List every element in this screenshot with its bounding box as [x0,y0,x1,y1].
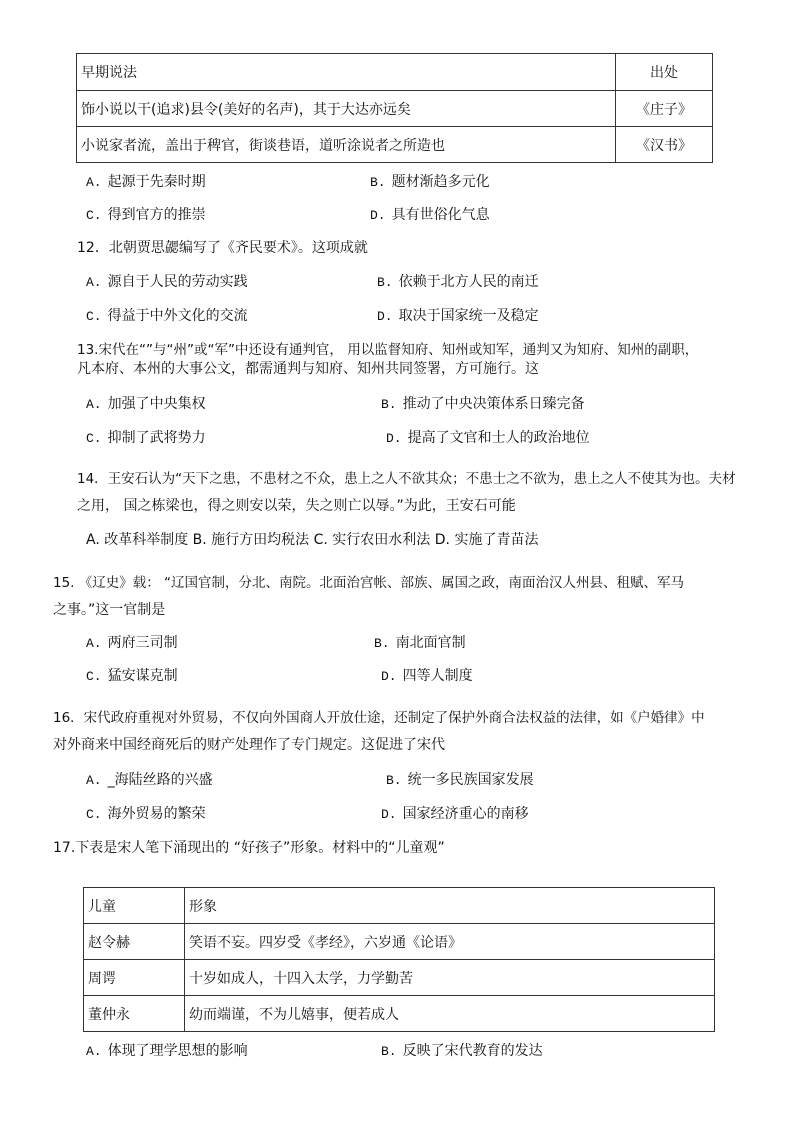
option-label: B. [381,397,397,412]
q16-option-a[interactable] [86,770,213,791]
option-label: C. [86,431,102,446]
q16-option-b[interactable] [386,770,534,791]
option-label: B. [370,175,386,190]
option-text: 题材渐趋多元化 [391,174,490,190]
sources-table [76,53,713,163]
q17-stem: 17.下表是宋人笔下涌现出的 “好孩子”形象。材料中的“儿童观” [53,840,445,856]
q13-stem-line2: 凡本府、本州的大事公文，都需通判与知府、知州共同签署，方可施行。这 [77,361,539,377]
q13-option-a[interactable] [86,394,206,415]
q15-option-a[interactable] [86,633,178,654]
q11-option-b[interactable] [370,172,490,193]
q13-option-c[interactable] [86,428,206,449]
table-cell: 十岁如成人，十四入太学，力学勤苦 [185,960,715,996]
table-row [84,960,715,996]
q13-option-d[interactable] [386,428,590,449]
table-cell: 笑语不妄。四岁受《孝经》，六岁通《论语》 [185,924,715,960]
option-label: B. [381,1044,397,1059]
option-label: A. [86,397,102,412]
option-label: A. [86,175,102,190]
option-label: A. [86,275,102,290]
option-text: 体现了理学思想的影响 [107,1043,248,1059]
q14-stem-line2: 之用， 国之栋梁也，得之则安以荣，失之则亡以辱。”为此，王安石可能 [77,498,516,514]
table-cell: 董仲永 [84,996,185,1032]
q12-option-d[interactable] [377,306,539,327]
q15-option-b[interactable] [374,633,466,654]
q11-option-a[interactable] [86,172,206,193]
option-text: 国家经济重心的南移 [402,806,529,822]
option-label: A. [86,773,102,788]
option-text: 四等人制度 [402,668,473,684]
q13-option-b[interactable] [381,394,585,415]
table-cell: 《庄子》 [616,91,713,127]
option-text: 两府三司制 [107,635,178,651]
option-label: A. [86,1044,102,1059]
option-text: 南北面官制 [395,635,466,651]
option-text: 抑制了武将势力 [107,430,206,446]
option-label: B. [386,773,402,788]
q17-option-a[interactable] [86,1041,248,1062]
option-text: 猛安谋克制 [107,668,178,684]
q16-stem-line2: 对外商来中国经商死后的财产处理作了专门规定。这促进了宋代 [53,737,445,753]
q14-options[interactable]: A. 改革科举制度 B. 施行方田均税法 C. 实行农田水利法 D. 实施了青苗法 [86,532,539,548]
header-child: 儿童 [84,888,185,924]
option-text: 提高了文官和士人的政治地位 [407,430,590,446]
option-label: A. [86,636,102,651]
option-text: 起源于先秦时期 [107,174,206,190]
q16-stem-line1: 16．宋代政府重视对外贸易，不仅向外国商人开放仕途，还制定了保护外商合法权益的法律，如《户婚律》中 [53,710,705,726]
option-label: C. [86,669,102,684]
table-cell: 小说家者流，盖出于稗官，街谈巷语，道听涂说者之所造也 [77,127,616,163]
option-text: _海陆丝路的兴盛 [107,772,213,788]
header-early-saying: 早期说法 [77,54,616,91]
table-cell: 幼而端谨，不为儿嬉事，便若成人 [185,996,715,1032]
option-text: 反映了宋代教育的发达 [402,1043,543,1059]
table-cell: 饰小说以干(追求)县令(美好的名声)，其于大达亦远矣 [77,91,616,127]
table-row [84,924,715,960]
option-text: 统一多民族国家发展 [407,772,534,788]
q11-option-c[interactable] [86,205,206,226]
option-label: C. [86,309,102,324]
option-label: B. [374,636,390,651]
table-row [77,127,713,163]
option-text: 得益于中外文化的交流 [107,308,248,324]
q15-stem-line1: 15. 《辽史》载： “辽国官制，分北、南院。北面治宫帐、部族、属国之政，南面治汉人州县、租赋、军马 [53,575,685,591]
header-image: 形象 [185,888,715,924]
table-header-row [84,888,715,924]
q15-stem-line2: 之事。”这一官制是 [53,602,166,618]
option-text: 源自于人民的劳动实践 [107,274,248,290]
q12-stem: 12．北朝贾思勰编写了《齐民要术》。这项成就 [77,240,368,256]
q13-stem-line1: 13.宋代在“”与“州”或“军”中还设有通判官， 用以监督知府、知州或知军，通判又为知府、知州的副职， [77,342,699,358]
option-text: 海外贸易的繁荣 [107,806,206,822]
q12-option-a[interactable] [86,272,248,293]
table-header-row [77,54,713,91]
children-table [83,887,715,1032]
table-cell: 赵令赫 [84,924,185,960]
table-cell: 周谔 [84,960,185,996]
option-text: 依赖于北方人民的南迁 [398,274,539,290]
option-text: 加强了中央集权 [107,396,206,412]
q17-option-b[interactable] [381,1041,543,1062]
q16-option-d[interactable] [381,804,529,825]
q15-option-d[interactable] [381,666,473,687]
option-label: D. [381,807,397,822]
option-text: 推动了中央决策体系日臻完备 [402,396,585,412]
option-label: D. [370,208,386,223]
option-text: 取决于国家统一及稳定 [398,308,539,324]
option-label: D. [386,431,402,446]
q12-option-b[interactable] [377,272,539,293]
option-label: D. [377,309,393,324]
option-label: D. [381,669,397,684]
table-row [84,996,715,1032]
q11-option-d[interactable] [370,205,490,226]
option-text: 得到官方的推崇 [107,207,206,223]
option-label: B. [377,275,393,290]
q12-option-c[interactable] [86,306,248,327]
q15-option-c[interactable] [86,666,178,687]
q14-stem-line1: 14．王安石认为“天下之患，不患材之不众，患上之人不欲其众；不患士之不欲为，患上之人不使其为也。夫材 [77,471,736,487]
option-text: 具有世俗化气息 [391,207,490,223]
header-source: 出处 [616,54,713,91]
option-label: C. [86,208,102,223]
option-label: C. [86,807,102,822]
table-row [77,91,713,127]
q16-option-c[interactable] [86,804,206,825]
table-cell: 《汉书》 [616,127,713,163]
